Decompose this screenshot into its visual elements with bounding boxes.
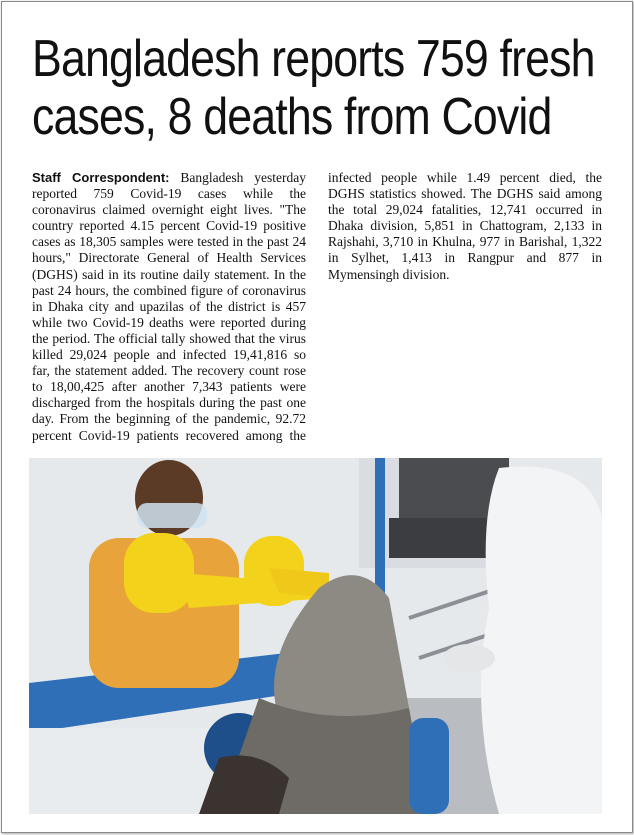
news-photo-covid-swab-test [29,458,602,814]
chair [409,718,449,814]
face-shield [137,503,207,528]
booth-panel [29,728,229,814]
article-body [32,170,602,450]
headline-line-2: cases, 8 deaths from Covid [32,88,552,146]
article-text: Bangladesh yesterday reported 759 Covid-19 cases while the coronavirus claimed overnight eight lives. "The country reported 4.15 percent Covid-19 positive cases as 18,305 samples were tested in the past 24 hours," Directorate General of Health Services (DGHS) said in its routine daily statement. In the past 24 hours, the combined figure of coronavirus in Dhaka city and upazilas of the district is 457 while two Covid-19 deaths were reported during the period. The official tally showed that the virus killed 29,024 people and infected 19,41,816 so far, the statement added. The recovery count rose to 18,00,425 after another 7,343 patients were discharged from the hospitals during the past one day. From the beginning of the pandemic, 92.72 percent Covid-19 patients recovered among the infected people while 1.49 percent died, the DGHS statistics showed. The DGHS said among the total 29,024 fatalities, 12,741 occurred in Dhaka division, 5,851 in Chattogram, 2,133 in Rajshahi, 3,710 in Khulna, 977 in Barishal, 1,322 in Sylhet, 1,413 in Rangpur and 877 in Mymensingh division. [32,170,602,443]
headline [32,30,595,146]
photo-illustration [29,458,602,814]
ppe-glove [443,644,495,672]
left-glove-port [124,533,194,613]
byline: Staff Correspondent: [32,170,170,185]
ppe-worker [481,467,602,814]
newspaper-clipping [1,1,633,833]
headline-line-1: Bangladesh reports 759 fresh [32,30,595,88]
